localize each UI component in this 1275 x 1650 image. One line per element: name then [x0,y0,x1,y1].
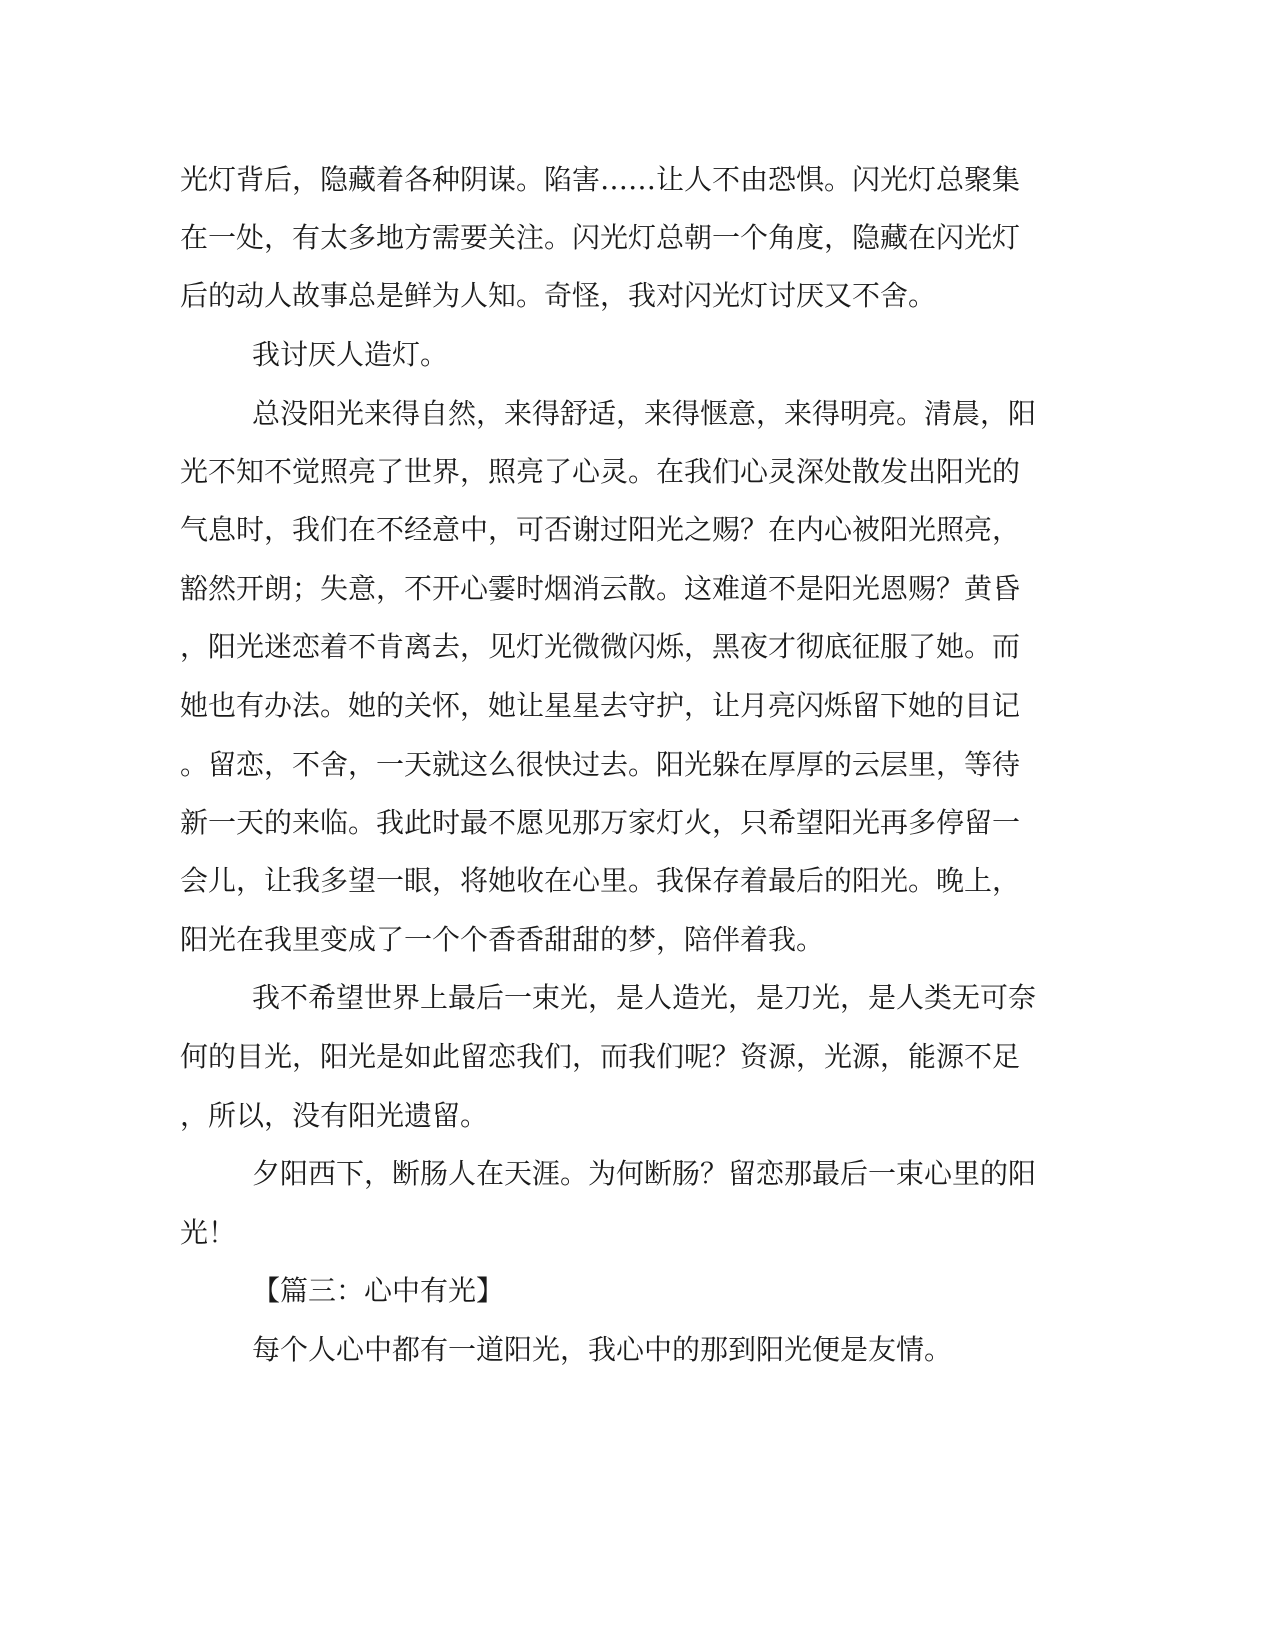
text-line: 气息时，我们在不经意中，可否谢过阳光之赐？在内心被阳光照亮， [180,513,1021,546]
text-line: 她也有办法。她的关怀，她让星星去守护，让月亮闪烁留下她的目记 [180,689,1021,722]
text-line: 后的动人故事总是鲜为人知。奇怪，我对闪光灯讨厌又不舍。 [180,279,937,312]
text-line: 光灯背后，隐藏着各种阴谋。陷害……让人不由恐惧。闪光灯总聚集 [180,163,1021,196]
text-line: 我讨厌人造灯。 [252,338,449,371]
text-line: 何的目光，阳光是如此留恋我们，而我们呢？资源，光源，能源不足 [180,1040,1021,1073]
text-line: 我不希望世界上最后一束光，是人造光，是刀光，是人类无可奈 [252,981,1037,1014]
text-line: 。留恋，不舍，一天就这么很快过去。阳光躲在厚厚的云层里，等待 [180,748,1021,781]
text-line: 豁然开朗；失意，不开心霎时烟消云散。这难道不是阳光恩赐？黄昏 [180,572,1021,605]
text-line: 光不知不觉照亮了世界，照亮了心灵。在我们心灵深处散发出阳光的 [180,455,1021,488]
text-line: 阳光在我里变成了一个个香香甜甜的梦，陪伴着我。 [180,923,825,956]
text-line: 总没阳光来得自然，来得舒适，来得惬意，来得明亮。清晨，阳 [252,397,1037,430]
text-line: 在一处，有太多地方需要关注。闪光灯总朝一个角度，隐藏在闪光灯 [180,221,1021,254]
text-line: 会儿，让我多望一眼，将她收在心里。我保存着最后的阳光。晚上， [180,864,1021,897]
text-line: 每个人心中都有一道阳光，我心中的那到阳光便是友情。 [252,1333,953,1366]
text-line: 夕阳西下，断肠人在天涯。为何断肠？留恋那最后一束心里的阳 [252,1157,1037,1190]
text-line: ，所以，没有阳光遗留。 [180,1099,489,1132]
text-line: ，阳光迷恋着不肯离去，见灯光微微闪烁，黑夜才彻底征服了她。而 [180,630,1021,663]
text-line: 光！ [180,1216,237,1249]
text-line: 新一天的来临。我此时最不愿见那万家灯火，只希望阳光再多停留一 [180,806,1021,839]
section-heading: 【篇三：心中有光】 [252,1274,505,1307]
